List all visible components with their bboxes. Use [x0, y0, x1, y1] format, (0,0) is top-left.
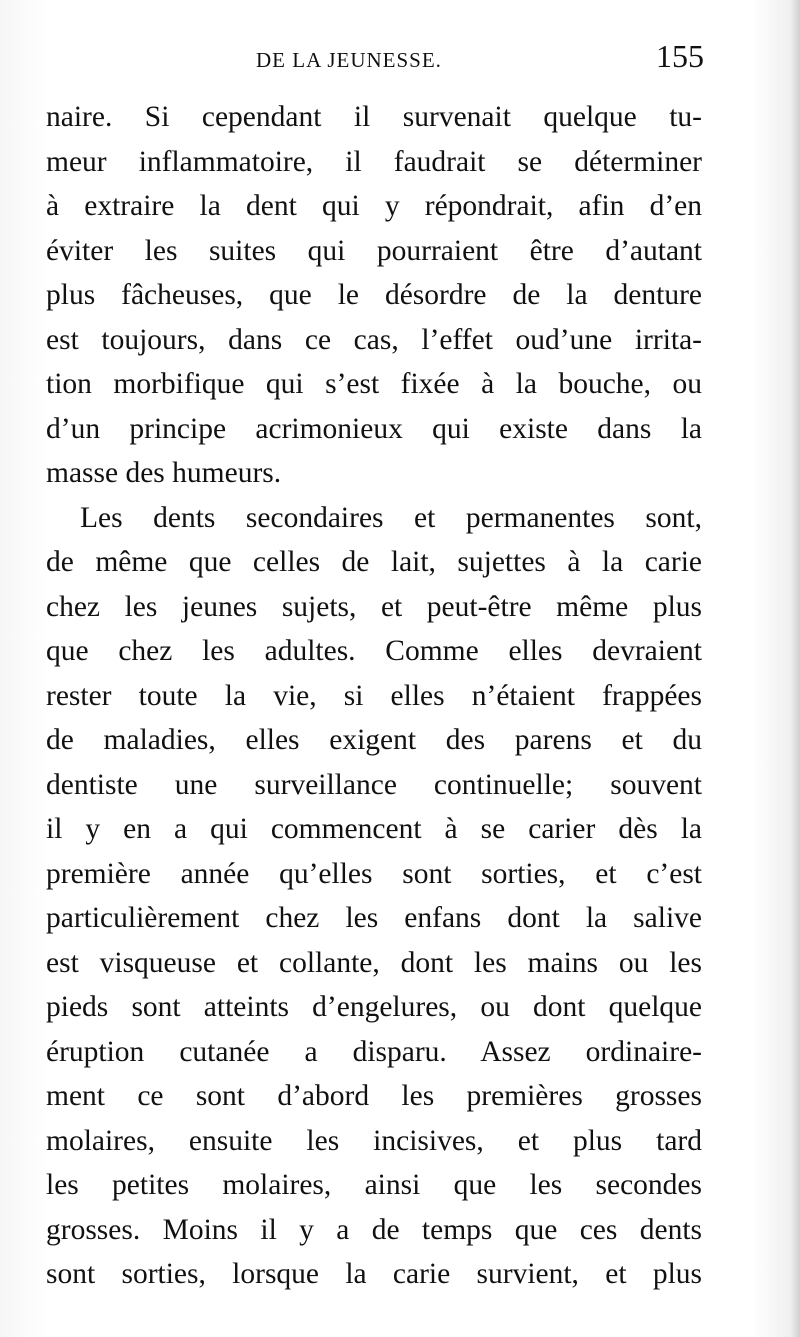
text-line: d’un principe acrimonieux qui existe dans la [46, 412, 702, 445]
text-line: il y en a qui commencent à se carier dès la [46, 813, 702, 845]
text-line: particulièrement chez les enfans dont la salive [46, 902, 702, 934]
text-line: masse des humeurs. [46, 457, 282, 489]
page-edge-shadow [790, 0, 800, 1337]
text-line: molaires, ensuite les incisives, et plus tard [46, 1124, 702, 1157]
text-line: que chez les adultes. Comme elles devraient [46, 635, 702, 667]
text-line: sont sorties, lorsque la carie survient, et plus [46, 1258, 702, 1290]
text-line: éviter les suites qui pourraient être d’autant [46, 234, 702, 267]
text-line: naire. Si cependant il survenait quelque tu- [46, 101, 702, 133]
text-line: rester toute la vie, si elles n’étaient frappées [46, 679, 702, 712]
running-title: DE LA JEUNESSE. [256, 48, 442, 72]
text-line: de maladies, elles exigent des parens et du [46, 724, 702, 756]
text-line: ment ce sont d’abord les premières grosses [46, 1080, 702, 1112]
text-line: éruption cutanée a disparu. Assez ordinaire- [46, 1035, 702, 1068]
text-line: est visqueuse et collante, dont les mains ou les [46, 946, 702, 979]
text-line: tion morbifique qui s’est fixée à la bouche, ou [46, 368, 702, 400]
text-line: dentiste une surveillance continuelle; souvent [46, 768, 702, 801]
text-line: meur inflammatoire, il faudrait se déterminer [46, 145, 702, 178]
text-line: plus fâcheuses, que le désordre de la denture [46, 279, 702, 311]
text-line: à extraire la dent qui y répondrait, afin d’en [46, 190, 702, 222]
text-line: chez les jeunes sujets, et peut-être même plus [46, 590, 702, 623]
running-head [48, 38, 704, 80]
text-line: de même que celles de lait, sujettes à la carie [46, 546, 702, 578]
page-number: 155 [656, 38, 704, 74]
text-line: grosses. Moins il y a de temps que ces dents [46, 1213, 702, 1246]
text-line: est toujours, dans ce cas, l’effet oud’une irrita- [46, 323, 702, 356]
text-line: les petites molaires, ainsi que les secondes [46, 1169, 702, 1201]
text-line: première année qu’elles sont sorties, et c’est [46, 857, 702, 890]
body-text [46, 95, 702, 1297]
paragraph-start-line: Les dents secondaires et permanentes sont, [80, 501, 702, 534]
text-line: pieds sont atteints d’engelures, ou dont quelque [46, 991, 702, 1023]
